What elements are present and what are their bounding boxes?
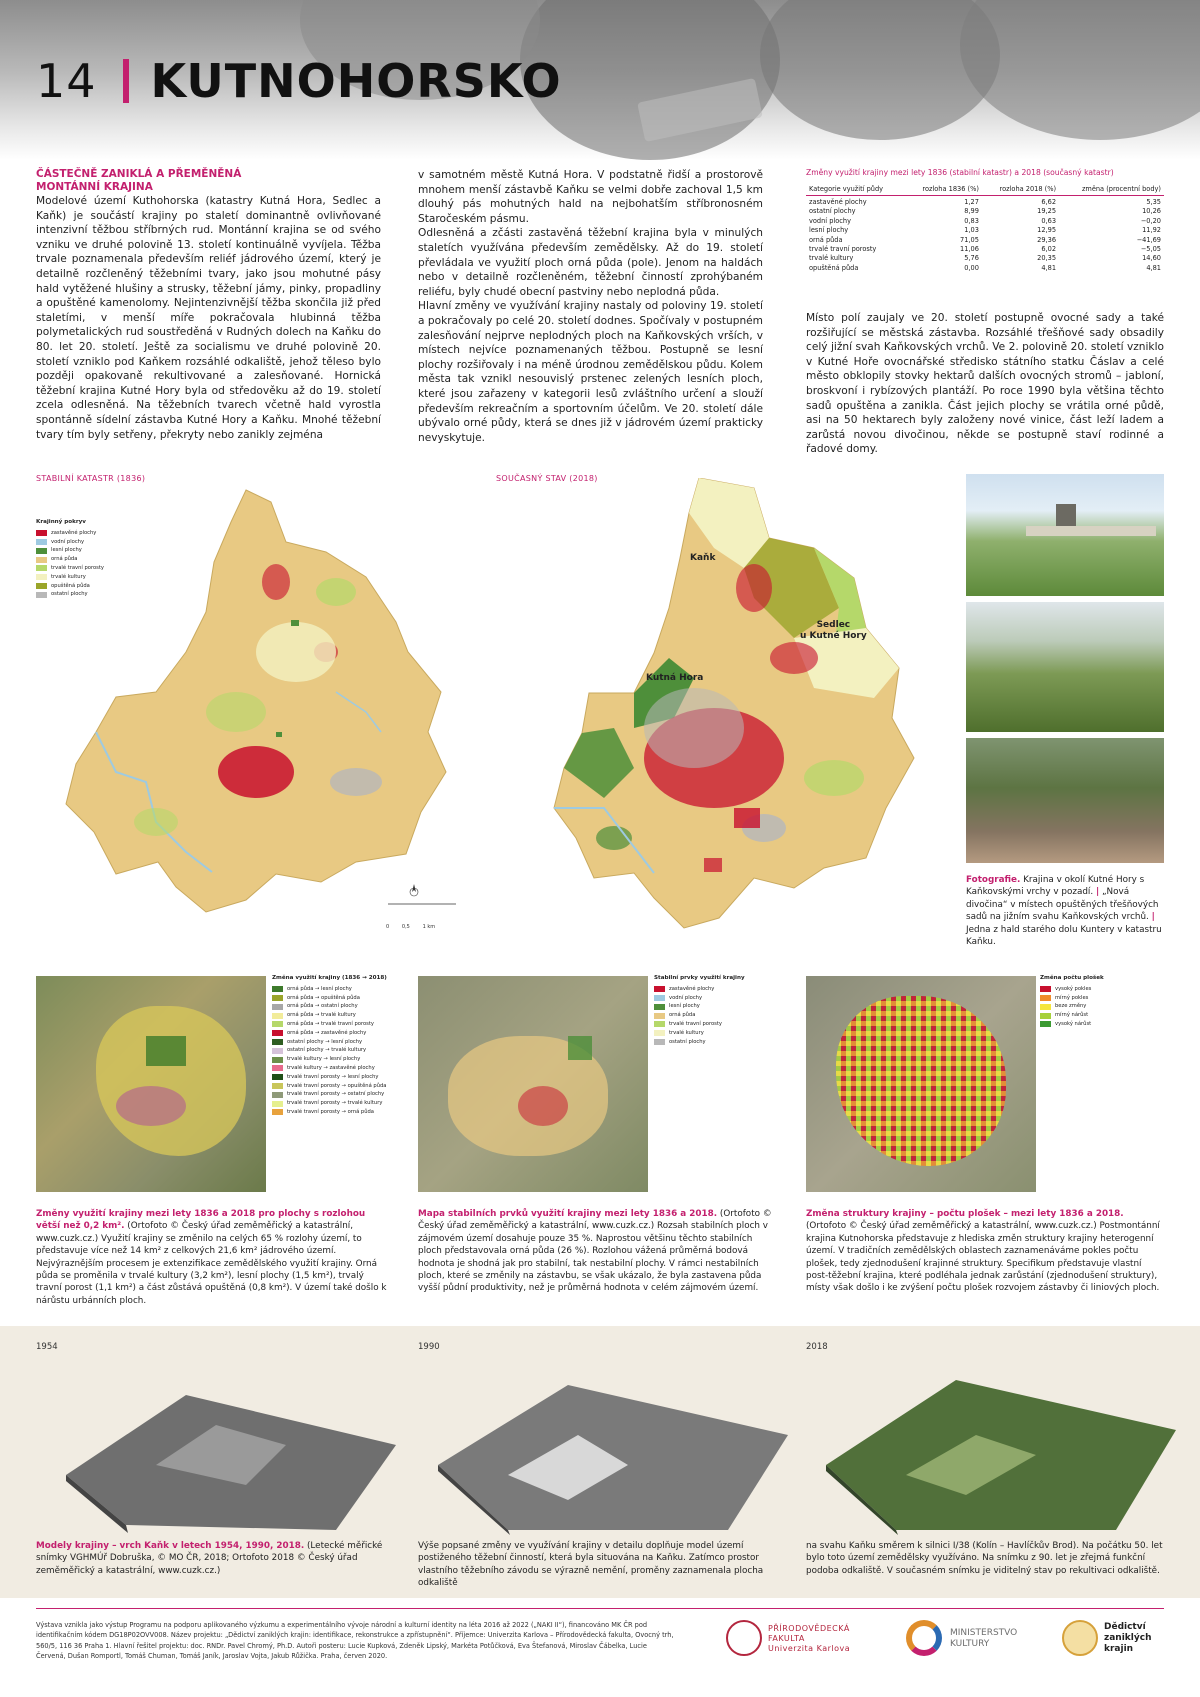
place-label-kutna-hora: Kutná Hora <box>646 673 704 683</box>
intro-text-1: Modelové území Kuthohorska (katastry Kutná Hora, Sedlec a Kaňk) je součástí krajiny po staletí dominantně ovlivňované intenzivní těžbou stříbrných rud. Montánní krajina se od svého vzniku ve druhé polovině 13. století kontinuálně vyvíjela. Těžba trvale poznamenala především reliéf jádrového území, který je detailně rozčleněný těžebními tvary, jako jsou mohutné pásy hald vytěžené hlušiny a strusky, těžební jámy, pinky, propadliny a opuštěné kamenolomy. Nejintenzivnější těžba skončila již před staletími, v menší míře pokračovala hlubinná těžba polymetalických rud soustředěná v Rudných dolech na Kaňku do 80. let 20. století. Ještě za socialismu ve druhé polovině 20. století vzniklo pod Kaňkem rozsáhlé odkaliště, jehož těleso bylo později opakovaně rekultivované a zalesňované. Hornická těžební krajina Kutné Hory byla od středověku až do 19. století zcela odlesněná. Na těžebních tvarech včetně hald vyrostla spontánně sídelní zástavba Kutné Hory a Kaňku. Mnohé těžební tvary tím byly setřeny, překryty nebo zanikly zejména <box>36 195 381 441</box>
model-1990 <box>418 1355 798 1535</box>
legend-swatch <box>272 1021 283 1027</box>
legend-swatch <box>1040 1021 1051 1027</box>
title-divider <box>123 59 129 103</box>
legend-item <box>272 1029 392 1038</box>
legend-label: orná půda → lesní plochy <box>287 985 352 992</box>
legend-item <box>654 1029 764 1038</box>
page-title <box>36 54 562 108</box>
legend-swatch <box>272 1048 283 1054</box>
legend-item <box>1040 1020 1160 1029</box>
legend-item <box>272 1073 392 1082</box>
legend-label: lesní plochy <box>51 547 82 554</box>
legend-item <box>272 1082 392 1091</box>
legend-label: orná půda <box>669 1012 696 1019</box>
legend-item <box>654 1011 764 1020</box>
legend-label: orná půda <box>51 556 78 563</box>
panel2-legend <box>654 974 764 1046</box>
legend-title: Krajinný pokryv <box>36 519 86 525</box>
table-cell: 0,00 <box>964 263 979 272</box>
legend-swatch <box>654 1021 665 1027</box>
legend-item <box>272 1064 392 1073</box>
map-1836-scale: 0 0,5 1 km <box>386 924 436 930</box>
legend-item <box>272 985 392 994</box>
legend-label: trvalé travní porosty <box>51 564 104 571</box>
legend-item <box>272 994 392 1003</box>
university-logo-icon <box>726 1620 762 1656</box>
legend-swatch <box>272 1101 283 1107</box>
legend-item <box>272 1099 392 1108</box>
footer-divider <box>36 1608 1164 1609</box>
table-row <box>806 217 1164 226</box>
table-cell: trvalé kultury <box>809 254 854 263</box>
legend-label: zastavěné plochy <box>51 529 97 536</box>
legend-swatch <box>1040 1013 1051 1019</box>
legend-label: lesní plochy <box>669 1003 700 1010</box>
place-label-kank: Kaňk <box>690 553 716 563</box>
legend-label: trvalé kultury <box>51 573 86 580</box>
land-use-table <box>806 168 1164 273</box>
model-year-2018: 2018 <box>806 1342 828 1352</box>
table-cell: 6,62 <box>1041 198 1057 206</box>
table-cell: lesní plochy <box>809 226 849 235</box>
legend-label: zastavěné plochy <box>669 985 715 992</box>
legend-label: trvalé travní porosty <box>669 1020 722 1027</box>
legend-item <box>1040 1002 1160 1011</box>
table-body <box>806 183 1164 273</box>
intro-column-1 <box>36 168 381 442</box>
table-cell: 1,03 <box>964 226 979 235</box>
university-logo-text: PŘÍRODOVĚDECKÁ FAKULTA Univerzita Karlova <box>768 1624 851 1653</box>
ministry-logo-text: MINISTERSTVO KULTURY <box>950 1628 1018 1649</box>
legend-item <box>36 529 146 538</box>
legend-label: trvalé travní porosty → opuštěná půda <box>287 1082 387 1089</box>
legend-label: vodní plochy <box>669 994 703 1001</box>
legend-item <box>272 1011 392 1020</box>
table-cell: 12,95 <box>1037 226 1057 235</box>
intro-text-3: Místo polí zaujaly ve 20. století postupně ovocné sady a také rozšiřující se městská zástavba. Rozsáhlé třešňové sady obsadily celý jižní svah Kaňkovských vrchů. Ve 2. polovině 20. století vzniklo v Kutné Hoře ovocnářské středisko státního statku Čáslav a celé město obklopily stovky hektarů dalších ovocných stromů – jabloní, broskvoní i rybízových plantáží. Po roce 1990 byla většina těchto sadů opuštěna a zanikla. Část jejich plochy se vrátila orné půdě, asi na 50 hektarech byly založeny nové vinice, část leží ladem a zarůstá novou divočinou, někde se postupně staví rodinné a řadové domy. <box>806 312 1164 456</box>
table-cell: zastavěné plochy <box>809 198 867 206</box>
legend-label: ostatní plochy → lesní plochy <box>287 1038 363 1045</box>
project-logo-icon <box>1062 1620 1098 1656</box>
model-2018 <box>806 1355 1186 1535</box>
table-cell: 10,26 <box>1142 207 1161 216</box>
legend-swatch <box>272 1039 283 1045</box>
legend-label: orná půda → opuštěná půda <box>287 994 360 1001</box>
table-cell: −5,05 <box>1140 245 1161 254</box>
legend-item <box>272 1108 392 1117</box>
table-cell: 20,35 <box>1037 254 1057 263</box>
intro-column-2 <box>418 168 763 445</box>
intro-text-2c: Hlavní změny ve využívání krajiny nastaly od poloviny 19. století a pokračovaly po celé 20. století dodnes. Spočívaly v postupném zalesňování nejprve neplodných ploch na Kaňkovských vrších, v místech nejvíce poznamenaných těžbou. Postupně se lesní plochy rozšiřovaly i na méně úrodnou zemědělskou půdu. Kolem města tak vznikl nesouvislý prstenec zelených lesních ploch, které jsou zařazeny v kategorii lesů zvláštního určení a slouží především rekreačním a sportovním účelům. Ve 20. století dále ubývalo orné půdy, která se dnes již v jádrovém území prakticky nevyskytuje. <box>418 300 763 444</box>
legend-item <box>272 1090 392 1099</box>
legend-swatch <box>36 539 47 545</box>
legend-label: ostatní plochy <box>669 1038 706 1045</box>
poster-number: 14 <box>36 54 97 108</box>
panel-change-map <box>36 976 266 1192</box>
table-header-1: rozloha 1836 (%) <box>905 183 982 196</box>
panel1-legend-title: Změna využití krajiny (1836 → 2018) <box>272 975 387 981</box>
legend-swatch <box>36 565 47 571</box>
legend-swatch <box>272 1013 283 1019</box>
models-caption-3: na svahu Kaňku směrem k silnici I/38 (Kolín – Havlíčkův Brod). Na počátku 50. let bylo toto území zemědělsky využíváno. Na snímku z 90. let je zřejmá funkční podoba odkaliště. V současném snímku je viditelný stav po rekultivaci odkaliště. <box>806 1541 1163 1576</box>
legend-item <box>1040 985 1160 994</box>
table-row <box>806 207 1164 216</box>
panel2-caption: Mapa stabilních prvků využití krajiny mezi lety 1836 a 2018. (Ortofoto © Český úřad zeměměřický a katastrální, www.cuzk.cz.) Rozsah stabilních ploch v zájmovém území dosahuje pouze 35 %. Naprostou většinu těchto stabilních ploch představovala orná půda (26 %). Rozlohou vážená průměrná bodová hodnota je shodná jak pro stabilní, tak nestabilní plochy. V rámci nestabilních ploch, které se změnily na zástavbu, se však ukázalo, že byla zastavena půda vyšší půdní produktivity, než je průměrná hodnota v celém zájmovém území. <box>418 1209 772 1294</box>
legend-swatch <box>272 1092 283 1098</box>
photo-kutna-hora-landscape <box>966 474 1164 596</box>
table-cell: 11,06 <box>960 245 979 254</box>
models-caption-2: Výše popsané změny ve využívání krajiny v detailu doplňuje model území postiženého těžební činností, která byla situována na Kaňku. Zatímco prostor vlastního těžebního závodu se výrazně nemění, proměny zaznamenala plocha odkaliště <box>418 1541 764 1589</box>
legend-label: orná půda → ostatní plochy <box>287 1003 358 1010</box>
legend-item <box>654 1002 764 1011</box>
legend-label: orná půda → trvalé kultury <box>287 1012 356 1019</box>
table-cell: 4,81 <box>1041 263 1057 272</box>
table-cell: 8,99 <box>964 207 979 216</box>
legend-swatch <box>1040 995 1051 1001</box>
table-row <box>806 226 1164 235</box>
legend-swatch <box>1040 1004 1051 1010</box>
legend-label: mírný nárůst <box>1055 1012 1089 1019</box>
panel3-caption: Změna struktury krajiny – počtu plošek – mezi lety 1836 a 2018. (Ortofoto © Český úřad zeměměřický a katastrální, www.cuzk.cz.) Postmontánní krajina Kutnohorska představuje z hlediska změn struktury krajiny heterogenní území. V tradičních zemědělských oblastech zaznamenáváme pokles počtu plošek, tedy zjednodušení krajinné struktury. Specifikum představuje vlastní post-těžební krajina, které podléhala jednak zarůstání (zjednodušení struktury), místy však došlo i ke zvýšení počtu plošek rozvojem zástavby či liniových ploch. <box>806 1209 1160 1294</box>
table-row <box>806 236 1164 245</box>
legend-swatch <box>654 986 665 992</box>
table-row <box>806 254 1164 263</box>
table-cell: −41,69 <box>1136 235 1161 244</box>
legend-swatch <box>272 995 283 1001</box>
legend-label: trvalé travní porosty → lesní plochy <box>287 1073 379 1080</box>
table-cell: 4,81 <box>1146 263 1161 272</box>
legend-label: ostatní plochy → trvalé kultury <box>287 1047 367 1054</box>
model-1954 <box>36 1355 416 1535</box>
photo-new-wilderness <box>966 602 1164 732</box>
table-cell: vodní plochy <box>809 216 851 225</box>
legend-label: beze změny <box>1055 1003 1087 1010</box>
map-legend <box>36 518 146 599</box>
north-arrow <box>410 884 418 896</box>
legend-item <box>654 1020 764 1029</box>
legend-label: vysoký pokles <box>1055 985 1092 992</box>
intro-text-2a: v samotném městě Kutná Hora. V podstatně řidší a prostorově mnohem menší zástavbě Kaňku se velmi dobře zachoval 1,5 km dlouhý pás mohutných hald na nejbohatším stříbronosném Staročeském pásmu. <box>418 169 763 225</box>
legend-label: opuštěná půda <box>51 582 90 589</box>
legend-item <box>36 555 146 564</box>
legend-swatch <box>654 1013 665 1019</box>
poster-title: KUTNOHORSKO <box>150 54 562 108</box>
table-header-3: změna (procentní body) <box>1059 183 1164 196</box>
table-row <box>806 245 1164 254</box>
legend-item <box>654 985 764 994</box>
legend-label: orná půda → zastavěné plochy <box>287 1029 367 1036</box>
photo-heap-kuntery <box>966 738 1164 863</box>
header-banner <box>0 0 1200 160</box>
panel2-legend-title: Stabilní prvky využití krajiny <box>654 975 745 981</box>
legend-swatch <box>272 1004 283 1010</box>
table-header-2: rozloha 2018 (%) <box>982 183 1059 196</box>
legend-swatch <box>272 986 283 992</box>
table-cell: 29,36 <box>1037 235 1057 244</box>
legend-item <box>36 582 146 591</box>
intro-subhead-2: MONTÁNNÍ KRAJINA <box>36 181 153 193</box>
table-cell: 0,63 <box>1041 216 1057 225</box>
map-2018-label: SOUČASNÝ STAV (2018) <box>496 474 598 483</box>
table-cell: 6,02 <box>1041 245 1057 254</box>
table-cell: opuštěná půda <box>809 263 859 272</box>
legend-item <box>36 590 146 599</box>
legend-item <box>36 573 146 582</box>
legend-swatch <box>272 1074 283 1080</box>
table-cell: 14,60 <box>1142 254 1161 263</box>
intro-column-3 <box>806 311 1164 457</box>
table-cell: 19,25 <box>1037 207 1057 216</box>
legend-swatch <box>1040 986 1051 992</box>
legend-swatch <box>272 1065 283 1071</box>
legend-swatch <box>36 574 47 580</box>
photo-caption: Fotografie. Krajina v okolí Kutné Hory s Kaňkovskými vrchy v pozadí. | „Nová divočina“ v místech opuštěných třešňových sadů na jižním svahu Kaňkovských vrchů. | Jedna z hald starého dolu Kuntery v katastru Kaňku. <box>966 875 1162 948</box>
legend-item <box>654 994 764 1003</box>
panel3-legend-title: Změna počtu plošek <box>1040 975 1104 981</box>
table-cell: 5,35 <box>1146 198 1161 206</box>
legend-item <box>272 1046 392 1055</box>
legend-swatch <box>36 557 47 563</box>
legend-label: trvalé travní porosty → ostatní plochy <box>287 1091 385 1098</box>
map-2018 <box>494 478 954 938</box>
legend-swatch <box>654 1030 665 1036</box>
legend-swatch <box>272 1083 283 1089</box>
table-header-0: Kategorie využití půdy <box>806 183 905 196</box>
table-cell: ostatní plochy <box>809 207 856 216</box>
models-caption-1: Modely krajiny – vrch Kaňk v letech 1954, 1990, 2018. (Letecké měřické snímky VGHMÚř Dobruška, © MO ČR, 2018; Ortofoto 2018 © Český úřad zeměměřický a katastrální, www.cuzk.cz.) <box>36 1541 383 1576</box>
legend-label: trvalé kultury → lesní plochy <box>287 1056 361 1063</box>
legend-label: trvalé kultury <box>669 1029 704 1036</box>
legend-item <box>36 538 146 547</box>
map-1836-label: STABILNÍ KATASTR (1836) <box>36 474 146 483</box>
legend-swatch <box>654 1004 665 1010</box>
table-cell: 11,92 <box>1142 226 1161 235</box>
legend-swatch <box>36 583 47 589</box>
table-cell: −0,20 <box>1140 216 1161 225</box>
panel3-legend <box>1040 974 1160 1029</box>
legend-swatch <box>654 995 665 1001</box>
panel1-legend <box>272 974 392 1117</box>
table-cell: trvalé travní porosty <box>809 245 877 254</box>
table-cell: 0,83 <box>964 216 979 225</box>
legend-swatch <box>36 548 47 554</box>
legend-label: trvalé kultury → zastavěné plochy <box>287 1064 375 1071</box>
legend-swatch <box>36 530 47 536</box>
place-label-sedlec: Sedlec u Kutné Hory <box>800 620 867 641</box>
table-row <box>806 196 1164 208</box>
legend-label: trvalé travní porosty → trvalé kultury <box>287 1100 383 1107</box>
legend-label: trvalé travní porosty → orná půda <box>287 1108 374 1115</box>
legend-swatch <box>654 1039 665 1045</box>
model-year-1954: 1954 <box>36 1342 58 1352</box>
legend-item <box>36 564 146 573</box>
intro-text-2b: Odlesněná a zčásti zastavěná těžební krajina byla v minulých staletích využívána především zemědělsky. Až do 19. století převládala ve využití ploch orná půda (pole). Jenom na haldách nebo v detailně rozčleněném, těžební činností zprohýbaném reliéfu, byly chudé obecní pastviny nebo neplodná půda. <box>418 227 763 298</box>
project-logo-text: Dědictví zaniklých krajin <box>1104 1622 1152 1654</box>
legend-swatch <box>272 1030 283 1036</box>
legend-swatch <box>36 592 47 598</box>
legend-swatch <box>272 1109 283 1115</box>
intro-subhead-1: ČÁSTEČNĚ ZANIKLÁ A PŘEMĚNĚNÁ <box>36 168 242 180</box>
legend-swatch <box>272 1057 283 1063</box>
legend-item <box>272 1038 392 1047</box>
table-row <box>806 264 1164 273</box>
legend-item <box>1040 1011 1160 1020</box>
legend-label: vodní plochy <box>51 538 85 545</box>
panel-patch-map <box>806 976 1036 1192</box>
legend-item <box>654 1038 764 1047</box>
legend-label: ostatní plochy <box>51 591 88 598</box>
footer-text: Výstava vznikla jako výstup Programu na podporu aplikovaného výzkumu a experimentálního vývoje národní a kulturní identity na léta 2016 až 2022 („NAKI II“), financováno MK ČR pod identifikačním kódem DG18P02OVV008. Název projektu: „Dědictví zaniklých krajin: identifikace, rekonstrukce a zpřístupnění“. Příjemce: Univerzita Karlova – Přírodovědecká fakulta, Ovocný trh, 560/5, 116 36 Praha 1. Hlavní řešitel projektu: doc. RNDr. Pavel Chromý, Ph.D. Autoři posteru: Lucie Kupková, Zdeněk Lipský, Markéta Potůčková, Eva Štefanová, Miroslav Čábelka, Lucie Červená, Dušan Romportl, Tomáš Chuman, Tomáš Janík, Jaroslav Vojta, Jakub Růžička. Praha, červen 2020. <box>36 1621 674 1661</box>
table-cell: 71,05 <box>960 235 979 244</box>
table-title: Změny využití krajiny mezi lety 1836 (stabilní katastr) a 2018 (současný katastr) <box>806 168 1114 177</box>
table-cell: 1,27 <box>964 198 979 206</box>
legend-item <box>1040 994 1160 1003</box>
table-cell: 5,76 <box>964 254 979 263</box>
panel-stable-map <box>418 976 648 1192</box>
legend-item <box>36 546 146 555</box>
legend-label: orná půda → trvalé travní porosty <box>287 1020 374 1027</box>
legend-item <box>272 1020 392 1029</box>
legend-label: vysoký nárůst <box>1055 1020 1092 1027</box>
model-year-1990: 1990 <box>418 1342 440 1352</box>
legend-item <box>272 1002 392 1011</box>
legend-label: mírný pokles <box>1055 994 1089 1001</box>
table-cell: orná půda <box>809 235 843 244</box>
legend-item <box>272 1055 392 1064</box>
panel1-caption: Změny využití krajiny mezi lety 1836 a 2018 pro plochy s rozlohou větší než 0,2 km². (Ortofoto © Český úřad zeměměřický a katastrální, www.cuzk.cz.) Využití krajiny se změnilo na celých 65 % rozlohy území, to představuje více než 14 km² z celkových 21,6 km² jádrového území. Nejvýraznějším procesem je extenzifikace zemědělského využití krajiny. Orná půda se proměnila v trvalé kultury (3,2 km²), lesní plochy (1,5 km²), trvalý travní porost (1,1 km²) a část zůstává opuštěná (0,8 km²). V území také došlo k nárůstu urbánních ploch. <box>36 1209 387 1306</box>
ministry-logo-icon <box>906 1620 942 1656</box>
